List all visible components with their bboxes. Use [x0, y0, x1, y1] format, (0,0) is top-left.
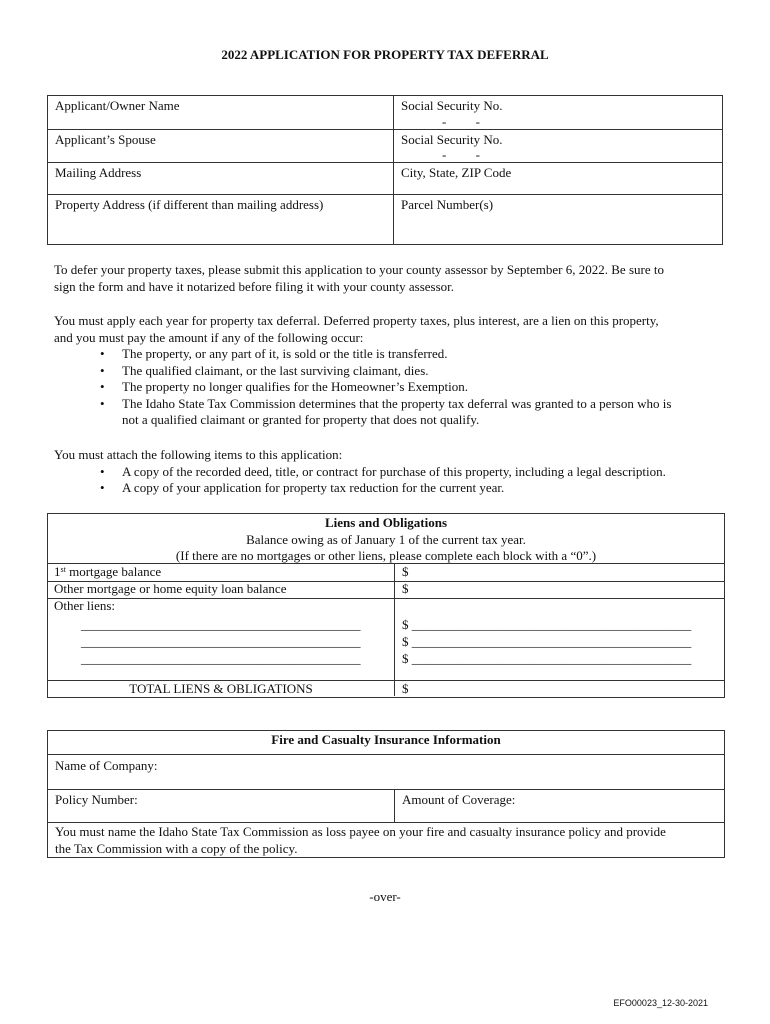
mailing-address-field[interactable] [48, 163, 394, 195]
other-lien-amount-field-3[interactable]: $ ___________________________________________ [402, 651, 692, 666]
list-item-text: The property, or any part of it, is sold or the title is transferred. [122, 346, 448, 361]
company-name-field[interactable] [48, 755, 724, 790]
spouse-field[interactable] [48, 129, 394, 163]
table-row [48, 681, 724, 696]
apply-line-2: and you must pay the amount if any of the following occur: [54, 329, 364, 345]
applicant-table [47, 95, 723, 245]
apply-each-year-paragraph [54, 313, 724, 429]
other-mortgage-label: Other mortgage or home equity loan balance [54, 581, 287, 596]
list-item [54, 346, 724, 363]
spouse-ssn-label: Social Security No. [401, 131, 503, 147]
parcel-number-label: Parcel Number(s) [401, 197, 494, 212]
insurance-note-line-1: You must name the Idaho State Tax Commission as loss payee on your fire and casualty insurance policy and provide [55, 824, 666, 839]
applicant-name-field[interactable] [48, 96, 394, 130]
property-address-label: Property Address (if different than mailing address) [55, 197, 324, 212]
over-indicator: -over- [369, 889, 401, 904]
bullet-icon: • [100, 346, 105, 361]
coverage-amount-label: Amount of Coverage: [402, 792, 516, 807]
ssn-dashes: - - [442, 113, 480, 129]
intro-paragraph [54, 262, 724, 295]
other-mortgage-amount-field[interactable]: $ [402, 581, 409, 596]
insurance-heading: Fire and Casualty Insurance Information [48, 731, 724, 755]
form-title: 2022 APPLICATION FOR PROPERTY TAX DEFERRAL [221, 47, 549, 62]
list-item [54, 464, 724, 481]
lien-conditions-list [54, 346, 724, 429]
ssn-label: Social Security No. [401, 98, 503, 113]
attachments-list [54, 464, 724, 497]
policy-number-field[interactable] [48, 789, 395, 822]
list-item-text: A copy of your application for property tax reduction for the current year. [122, 480, 505, 495]
bullet-icon: • [100, 362, 105, 378]
table-row [48, 564, 724, 582]
spouse-ssn-dashes: - - [442, 147, 480, 162]
liens-header [48, 514, 724, 564]
property-address-field[interactable] [48, 195, 394, 245]
liens-subheading-2: (If there are no mortgages or other liens, please complete each block with a “0”.) [175, 548, 597, 563]
liens-table [47, 513, 725, 698]
table-row [48, 581, 724, 599]
attach-paragraph [54, 447, 724, 497]
table-row [48, 598, 724, 681]
total-liens-label: TOTAL LIENS & OBLIGATIONS [129, 681, 313, 696]
policy-number-label: Policy Number: [55, 792, 138, 807]
ssn-field[interactable] [394, 96, 723, 130]
insurance-table [47, 730, 725, 858]
mailing-address-label: Mailing Address [55, 165, 142, 180]
city-state-zip-label: City, State, ZIP Code [401, 165, 512, 180]
insurance-note [55, 824, 720, 857]
company-name-label: Name of Company: [55, 758, 158, 773]
spouse-ssn-field[interactable] [394, 129, 723, 163]
total-liens-amount-field[interactable]: $ [402, 681, 409, 696]
list-item-text: The Idaho State Tax Commission determines that the property tax deferral was granted to a person who is [122, 395, 672, 411]
other-liens-label: Other liens: [54, 598, 116, 613]
liens-heading: Liens and Obligations [324, 515, 448, 530]
other-lien-amount-field-2[interactable]: $ ___________________________________________ [402, 634, 692, 649]
list-item [54, 480, 724, 497]
other-lien-name-field-2[interactable]: ___________________________________________ [81, 634, 361, 649]
list-item [54, 363, 724, 380]
applicant-name-label: Applicant/Owner Name [55, 98, 180, 113]
coverage-amount-field[interactable] [402, 792, 515, 809]
form-code: EFO00023_12-30-2021 [613, 998, 708, 1008]
insurance-note-line-2: the Tax Commission with a copy of the policy. [55, 840, 298, 856]
intro-line-2: sign the form and have it notarized before filing it with your county assessor. [54, 278, 455, 294]
attach-intro: You must attach the following items to this application: [54, 447, 343, 462]
list-item-text: The qualified claimant, or the last surviving claimant, dies. [122, 362, 429, 378]
parcel-number-field[interactable] [394, 195, 723, 245]
spouse-label: Applicant’s Spouse [55, 131, 156, 147]
liens-subheading-1: Balance owing as of January 1 of the current tax year. [246, 531, 526, 547]
intro-line-1: To defer your property taxes, please submit this application to your county assessor by September 6, 2022. Be sure to [54, 262, 664, 277]
apply-line-1: You must apply each year for property tax deferral. Deferred property taxes, plus interest, are a lien on this property, [54, 313, 659, 328]
bullet-icon: • [100, 463, 105, 479]
list-item-text: The property no longer qualifies for the Homeowner’s Exemption. [122, 379, 468, 394]
other-lien-amount-field-1[interactable]: $ ___________________________________________ [402, 617, 692, 632]
first-mortgage-amount-field[interactable]: $ [402, 564, 409, 579]
bullet-icon: • [100, 395, 105, 411]
other-lien-name-field-3[interactable]: ___________________________________________ [81, 651, 361, 666]
list-item [54, 396, 724, 429]
first-mortgage-label: 1st mortgage balance [54, 564, 162, 579]
table-row [48, 789, 724, 823]
bullet-icon: • [100, 379, 105, 394]
list-item-text: A copy of the recorded deed, title, or contract for purchase of this property, including a legal description. [122, 463, 666, 479]
list-item [54, 379, 724, 396]
city-state-zip-field[interactable] [394, 163, 723, 195]
bullet-icon: • [100, 480, 105, 495]
list-item-text-continued: not a qualified claimant or granted for property that does not qualify. [122, 412, 480, 427]
other-lien-name-field-1[interactable]: ___________________________________________ [81, 617, 361, 632]
